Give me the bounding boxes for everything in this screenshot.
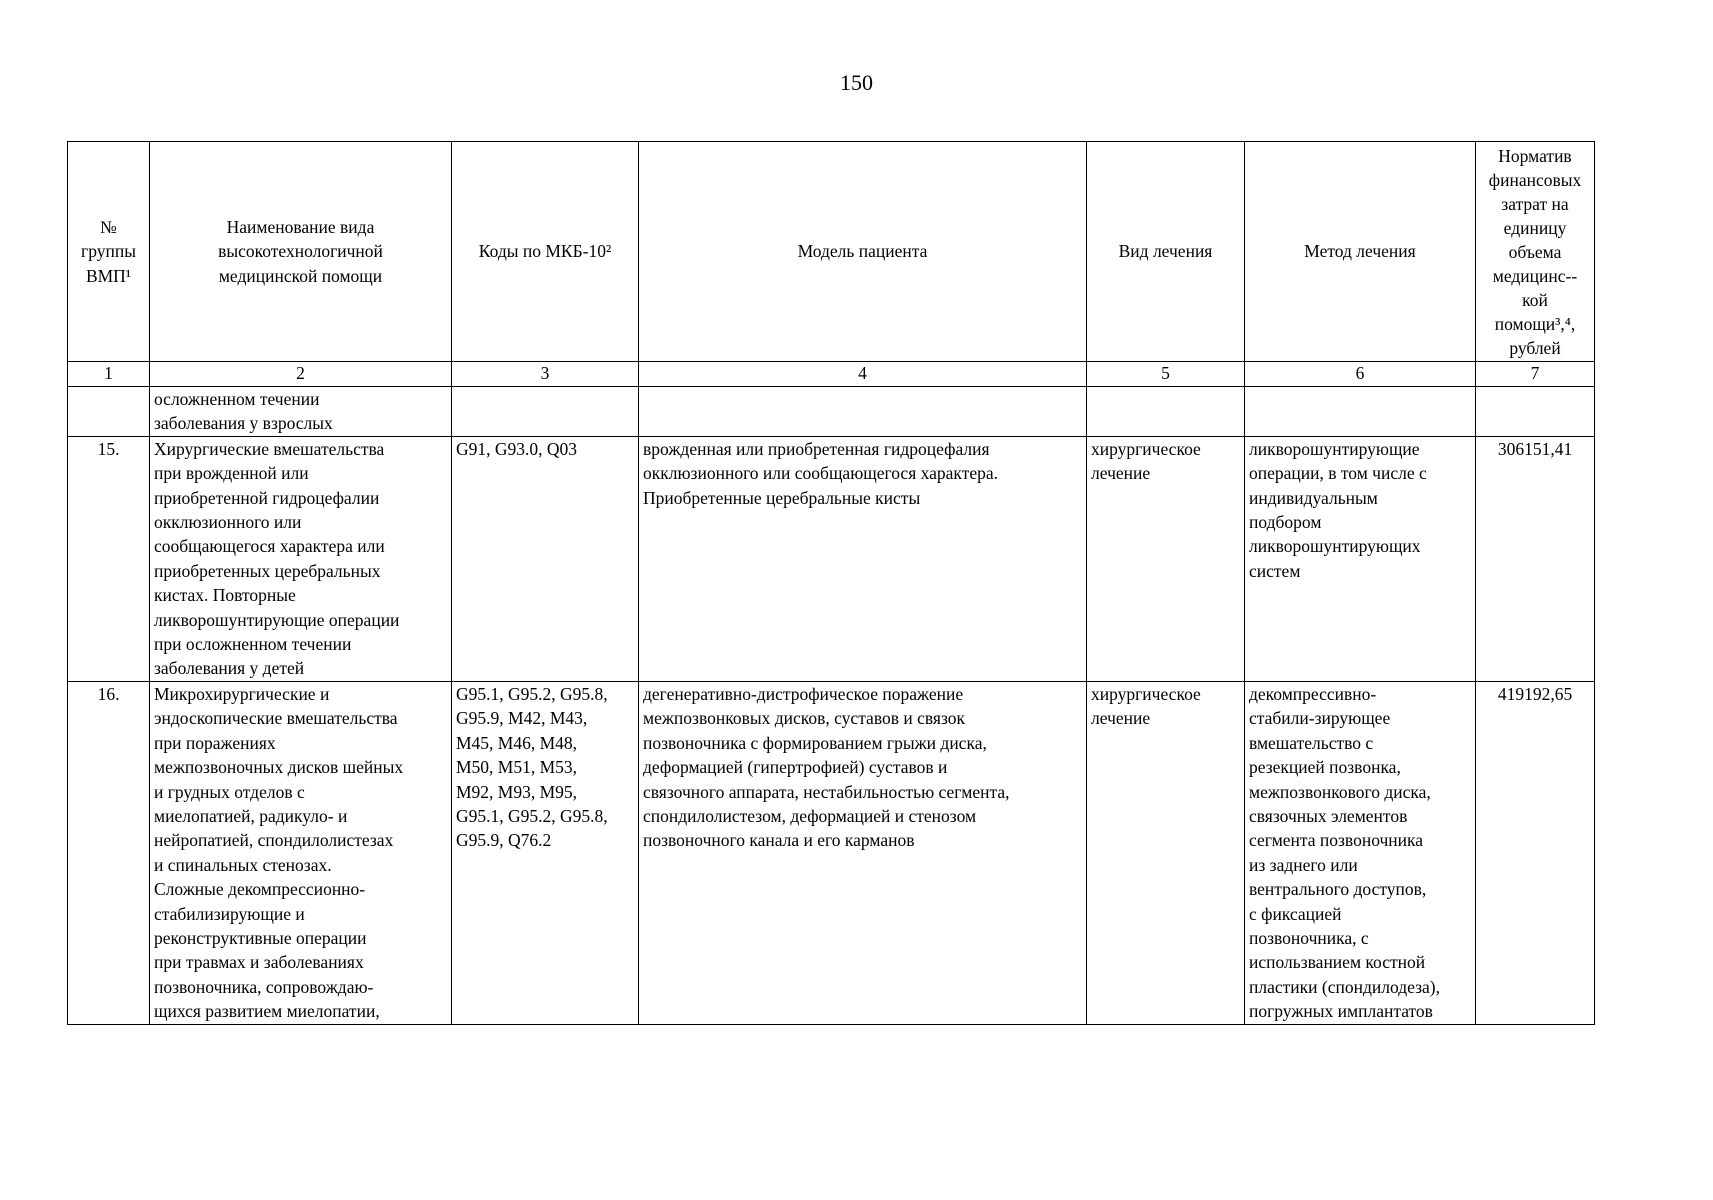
header-treatment-method: Метод лечения <box>1245 142 1476 362</box>
icd-codes-cell <box>452 387 639 437</box>
column-number: 2 <box>150 362 452 387</box>
page-number: 150 <box>840 70 873 95</box>
treatment-method-cell: ликворошунтирующие операции, в том числе с индивидуальным подбором ликворошунтирующих систем <box>1245 436 1476 681</box>
header-group-number: № группы ВМП¹ <box>68 142 150 362</box>
column-number: 1 <box>68 362 150 387</box>
header-icd-codes: Коды по МКБ-10² <box>452 142 639 362</box>
header-treatment-type: Вид лечения <box>1087 142 1245 362</box>
column-number: 6 <box>1245 362 1476 387</box>
table-row <box>68 436 1595 681</box>
icd-codes-cell: G95.1, G95.2, G95.8, G95.9, M42, M43, M45, M46, M48, M50, M51, M53, M92, M93, M95, G95.1, G95.2, G95.8, G95.9, Q76.2 <box>452 681 639 1024</box>
header-care-type-name: Наименование вида высокотехнологичной медицинской помощи <box>150 142 452 362</box>
group-number-cell: 16. <box>68 681 150 1024</box>
header-cost-standard: Норматив финансовых затрат на единицу объема медицинс-- кой помощи³,⁴, рублей <box>1476 142 1595 362</box>
treatment-type-cell: хирургическое лечение <box>1087 436 1245 681</box>
table-header-row <box>68 142 1595 362</box>
column-number: 7 <box>1476 362 1595 387</box>
group-number-cell <box>68 387 150 437</box>
patient-model-cell <box>639 387 1087 437</box>
vmp-table <box>67 141 1595 1025</box>
column-number: 4 <box>639 362 1087 387</box>
care-type-name-cell: Хирургические вмешательства при врожденной или приобретенной гидроцефалии окклюзионного или сообщающегося характера или приобретенных церебральных кистах. Повторные ликворошунтирующие операции при осложненном течении заболевания у детей <box>150 436 452 681</box>
patient-model-cell: дегенеративно-дистрофическое поражение межпозвонковых дисков, суставов и связок позвоночника с формированием грыжи диска, деформацией (гипертрофией) суставов и связочного аппарата, нестабильностью сегмента, спондилолистезом, деформацией и стенозом позвоночного канала и его карманов <box>639 681 1087 1024</box>
group-number-cell: 15. <box>68 436 150 681</box>
treatment-method-cell: декомпрессивно- стабили-зирующее вмешательство с резекцией позвонка, межпозвонкового диска, связочных элементов сегмента позвоночника из заднего или вентрального доступов, с фиксацией позвоночника, с использванием костной пластики (спондилодеза), погружных имплантатов <box>1245 681 1476 1024</box>
treatment-type-cell: хирургическое лечение <box>1087 681 1245 1024</box>
care-type-name-cell: Микрохирургические и эндоскопические вмешательства при поражениях межпозвоночных дисков шейных и грудных отделов с миелопатией, радикуло- и нейропатией, спондилолистезах и спинальных стенозах. Сложные декомпрессионно- стабилизирующие и реконструктивные операции при травмах и заболеваниях позвоночника, сопровождаю- щихся развитием миелопатии, <box>150 681 452 1024</box>
header-patient-model: Модель пациента <box>639 142 1087 362</box>
cost-standard-cell <box>1476 387 1595 437</box>
cost-standard-cell: 419192,65 <box>1476 681 1595 1024</box>
icd-codes-cell: G91, G93.0, Q03 <box>452 436 639 681</box>
column-number-row <box>68 362 1595 387</box>
table-row <box>68 387 1595 437</box>
column-number: 3 <box>452 362 639 387</box>
cost-standard-cell: 306151,41 <box>1476 436 1595 681</box>
treatment-type-cell <box>1087 387 1245 437</box>
care-type-name-cell: осложненном течении заболевания у взрослых <box>150 387 452 437</box>
table-row <box>68 681 1595 1024</box>
patient-model-cell: врожденная или приобретенная гидроцефалия окклюзионного или сообщающегося характера. Приобретенные церебральные кисты <box>639 436 1087 681</box>
treatment-method-cell <box>1245 387 1476 437</box>
column-number: 5 <box>1087 362 1245 387</box>
